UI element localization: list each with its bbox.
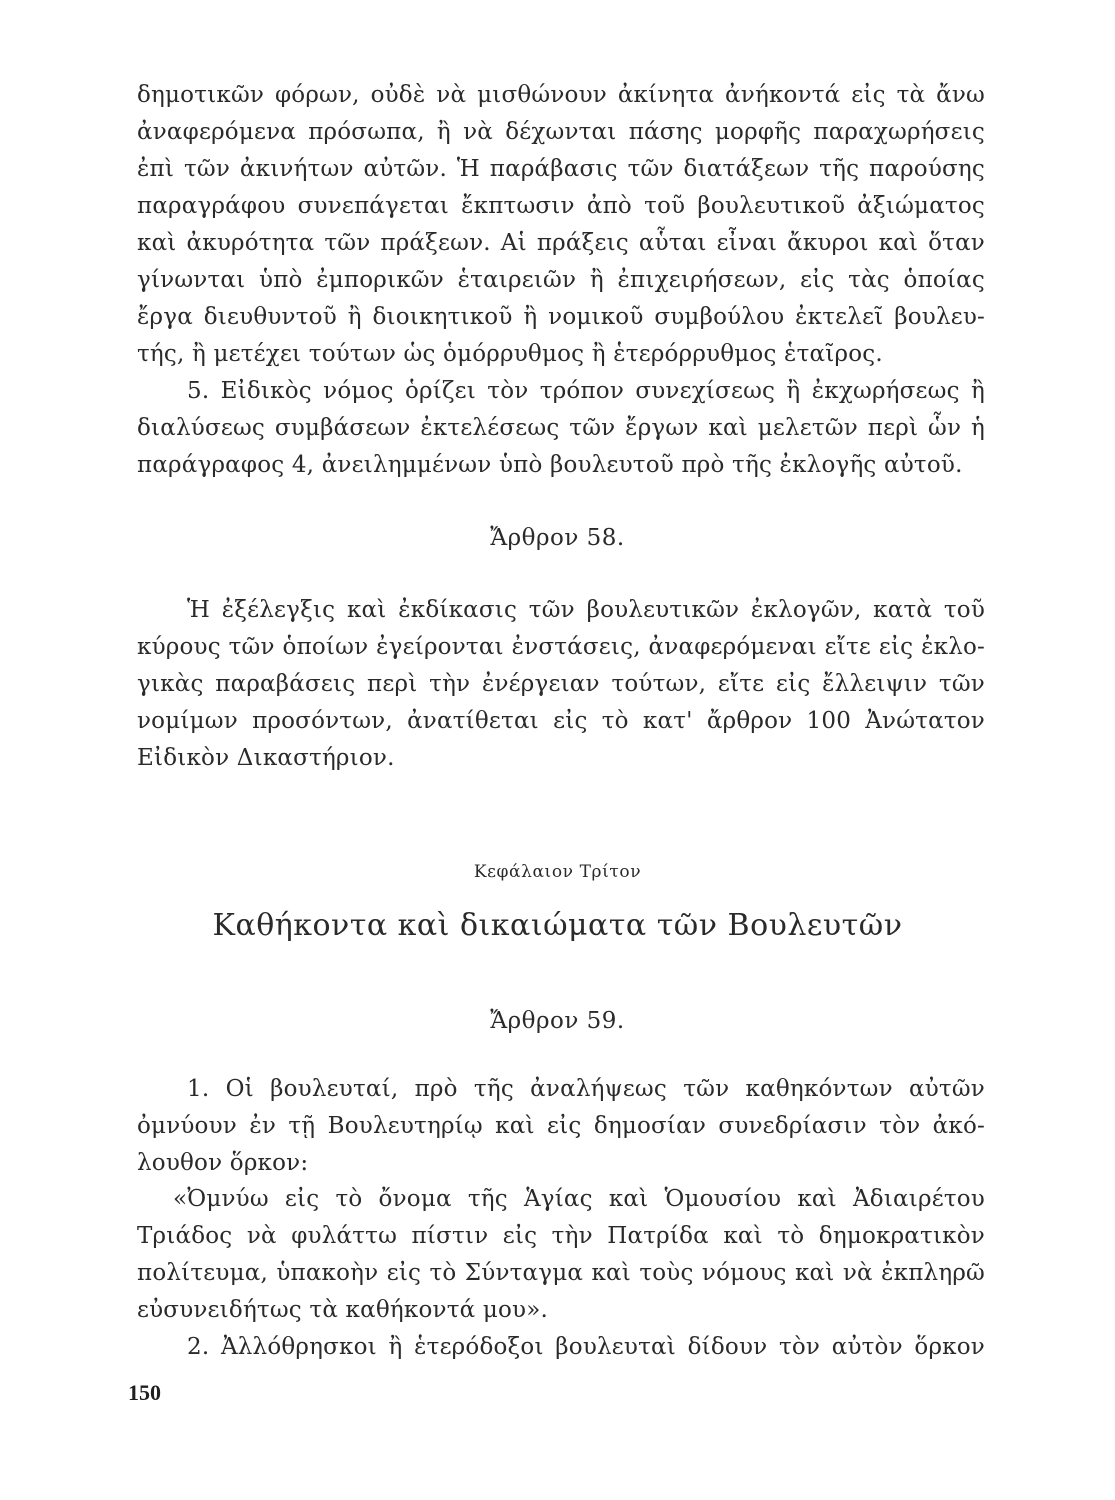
text-line: γικὰς παραβάσεις περὶ τὴν ἐνέργειαν τούτων, εἴτε εἰς ἔλλειψιν τῶν xyxy=(137,671,985,697)
text-line: Ἡ ἐξέλεγξις καὶ ἐκδίκασις τῶν βουλευτικῶν ἐκλογῶν, κατὰ τοῦ xyxy=(187,597,985,623)
oath-line: εὐσυνειδήτως τὰ καθήκοντά μου». xyxy=(137,1297,549,1323)
text-line: ἐπὶ τῶν ἀκινήτων αὐτῶν. Ἡ παράβασις τῶν διατάξεων τῆς παρούσης xyxy=(137,156,985,182)
text-line: 2. Ἀλλόθρησκοι ἢ ἑτερόδοξοι βουλευταὶ δίδουν τὸν αὐτὸν ὅρκον xyxy=(187,1334,985,1360)
text-line: κύρους τῶν ὁποίων ἐγείρονται ἐνστάσεις, ἀναφερόμεναι εἴτε εἰς ἐκλο- xyxy=(137,634,985,660)
text-line: νομίμων προσόντων, ἀνατίθεται εἰς τὸ κατ' ἄρθρον 100 Ἀνώτατον xyxy=(137,708,985,734)
text-line: ἔργα διευθυντοῦ ἢ διοικητικοῦ ἢ νομικοῦ συμβούλου ἐκτελεῖ βουλευ- xyxy=(137,304,985,330)
text-line: ὀμνύουν ἐν τῇ Βουλευτηρίῳ καὶ εἰς δημοσίαν συνεδρίασιν τὸν ἀκό- xyxy=(137,1113,985,1139)
chapter-title: Καθήκοντα καὶ δικαιώματα τῶν Βουλευτῶν xyxy=(212,908,903,943)
text-line: Εἰδικὸν Δικαστήριον. xyxy=(137,745,395,771)
text-line: λουθον ὅρκον: xyxy=(137,1150,309,1176)
text-line: δημοτικῶν φόρων, οὐδὲ νὰ μισθώνουν ἀκίνητα ἀνήκοντά εἰς τὰ ἄνω xyxy=(137,82,985,108)
page-number: 150 xyxy=(128,1380,161,1405)
text-line: καὶ ἀκυρότητα τῶν πράξεων. Αἱ πράξεις αὗται εἶναι ἄκυροι καὶ ὅταν xyxy=(137,230,985,256)
text-line: διαλύσεως συμβάσεων ἐκτελέσεως τῶν ἔργων καὶ μελετῶν περὶ ὧν ἡ xyxy=(137,415,985,441)
text-line: γίνωνται ὑπὸ ἐμπορικῶν ἑταιρειῶν ἢ ἐπιχειρήσεων, εἰς τὰς ὁποίας xyxy=(137,267,985,293)
article-58-heading: Ἄρθρον 58. xyxy=(490,525,625,551)
text-line: παραγράφου συνεπάγεται ἔκπτωσιν ἀπὸ τοῦ βουλευτικοῦ ἀξιώματος xyxy=(137,193,985,219)
oath-line: «Ὀμνύω εἰς τὸ ὄνομα τῆς Ἁγίας καὶ Ὁμουσίου καὶ Ἀδιαιρέτου xyxy=(173,1186,985,1212)
text-line: ἀναφερόμενα πρόσωπα, ἢ νὰ δέχωνται πάσης μορφῆς παραχωρήσεις xyxy=(137,119,985,145)
oath-line: Τριάδος νὰ φυλάττω πίστιν εἰς τὴν Πατρίδα καὶ τὸ δημοκρατικὸν xyxy=(137,1223,985,1249)
text-line: 5. Εἰδικὸς νόμος ὁρίζει τὸν τρόπον συνεχίσεως ἢ ἐκχωρήσεως ἢ xyxy=(187,378,985,404)
chapter-label: Κεφάλαιον Τρίτον xyxy=(473,862,642,882)
text-line: παράγραφος 4, ἀνειλημμένων ὑπὸ βουλευτοῦ πρὸ τῆς ἐκλογῆς αὐτοῦ. xyxy=(137,452,963,478)
article-59-heading: Ἄρθρον 59. xyxy=(490,1008,625,1034)
text-line: 1. Οἱ βουλευταί, πρὸ τῆς ἀναλήψεως τῶν καθηκόντων αὐτῶν xyxy=(187,1076,985,1102)
text-line: τής, ἢ μετέχει τούτων ὡς ὁμόρρυθμος ἢ ἑτερόρρυθμος ἑταῖρος. xyxy=(137,341,883,367)
oath-line: πολίτευμα, ὑπακοὴν εἰς τὸ Σύνταγμα καὶ τοὺς νόμους καὶ νὰ ἐκπληρῶ xyxy=(137,1260,985,1286)
